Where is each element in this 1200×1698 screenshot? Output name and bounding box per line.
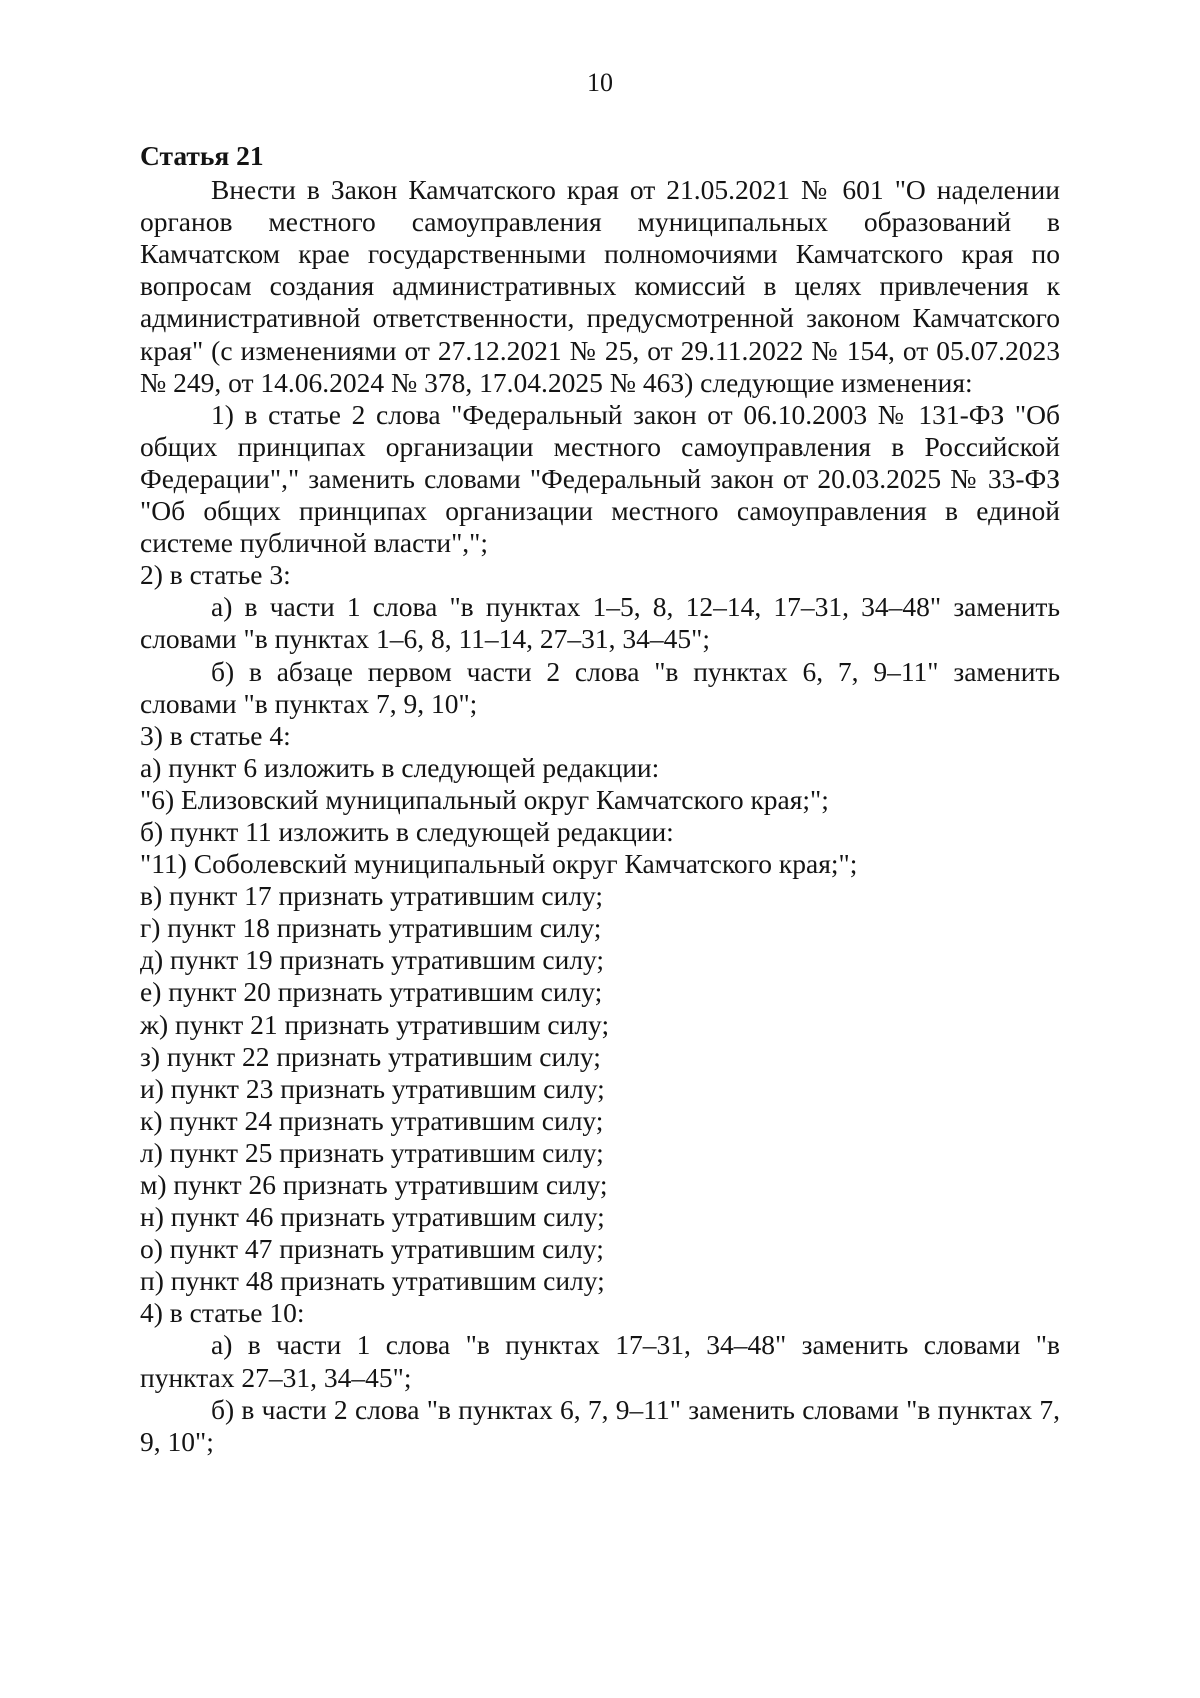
amendment-item-2a: а) в части 1 слова "в пунктах 1–5, 8, 12–14, 17–31, 34–48" заменить словами "в пунктах 1–6, 8, 11–14, 27–31, 34–45";	[140, 591, 1060, 655]
article-intro: Внести в Закон Камчатского края от 21.05.2021 № 601 "О наделении органов местного самоуправления муниципальных образований в Камчатском крае государственными полномочиями Камчатского края по вопросам создания административных комиссий в целях привлечения к административной ответственности, предусмотренной законом Камчатского края" (с изменениями от 27.12.2021 № 25, от 29.11.2022 № 154, от 05.07.2023 № 249, от 14.06.2024 № 378, 17.04.2025 № 463) следующие изменения:	[140, 174, 1060, 398]
amendment-item-2: 2) в статье 3:	[140, 559, 291, 591]
amendment-item-3z: з) пункт 22 признать утратившим силу;	[140, 1040, 601, 1072]
amendment-item-3b-text: "11) Соболевский муниципальный округ Камчатского края;";	[140, 848, 858, 880]
amendment-item-3n: н) пункт 46 признать утратившим силу;	[140, 1201, 605, 1233]
amendment-item-3v: в) пункт 17 признать утратившим силу;	[140, 880, 604, 912]
amendment-item-3o: о) пункт 47 признать утратившим силу;	[140, 1233, 604, 1265]
article-heading: Статья 21	[140, 140, 264, 171]
amendment-item-3: 3) в статье 4:	[140, 719, 291, 751]
amendment-item-3i: и) пункт 23 признать утратившим силу;	[140, 1072, 605, 1104]
amendment-item-3m: м) пункт 26 признать утратившим силу;	[140, 1169, 608, 1200]
amendment-item-3a-text: "6) Елизовский муниципальный округ Камчатского края;";	[140, 783, 829, 815]
amendment-item-4: 4) в статье 10:	[140, 1297, 305, 1329]
amendment-item-3d: д) пункт 19 признать утратившим силу;	[140, 944, 605, 976]
amendment-item-3b: б) пункт 11 изложить в следующей редакции:	[140, 815, 674, 847]
amendment-item-3zh: ж) пункт 21 признать утратившим силу;	[140, 1008, 610, 1040]
amendment-item-3g: г) пункт 18 признать утратившим силу;	[140, 912, 602, 944]
amendment-item-3k: к) пункт 24 признать утратившим силу;	[140, 1104, 604, 1136]
page-number: 10	[587, 68, 613, 97]
document-body	[140, 140, 1060, 1458]
amendment-item-3e: е) пункт 20 признать утратившим силу;	[140, 976, 603, 1008]
amendment-item-4a: а) в части 1 слова "в пунктах 17–31, 34–48" заменить словами "в пунктах 27–31, 34–45";	[140, 1329, 1060, 1393]
amendment-item-4b: б) в части 2 слова "в пунктах 6, 7, 9–11" заменить словами "в пунктах 7, 9, 10";	[140, 1393, 1060, 1457]
amendment-item-3a: а) пункт 6 изложить в следующей редакции:	[140, 751, 660, 783]
amendment-item-3p: п) пункт 48 признать утратившим силу;	[140, 1265, 605, 1297]
amendment-item-2b: б) в абзаце первом части 2 слова "в пунктах 6, 7, 9–11" заменить словами "в пунктах 7, 9, 10";	[140, 655, 1060, 719]
amendment-item-1: 1) в статье 2 слова "Федеральный закон от 06.10.2003 № 131-ФЗ "Об общих принципах организации местного самоуправления в Российской Федерации"," заменить словами "Федеральный закон от 20.03.2025 № 33-ФЗ "Об общих принципах организации местного самоуправления в единой системе публичной власти",";	[140, 398, 1060, 559]
amendment-item-3l: л) пункт 25 признать утратившим силу;	[140, 1136, 604, 1168]
